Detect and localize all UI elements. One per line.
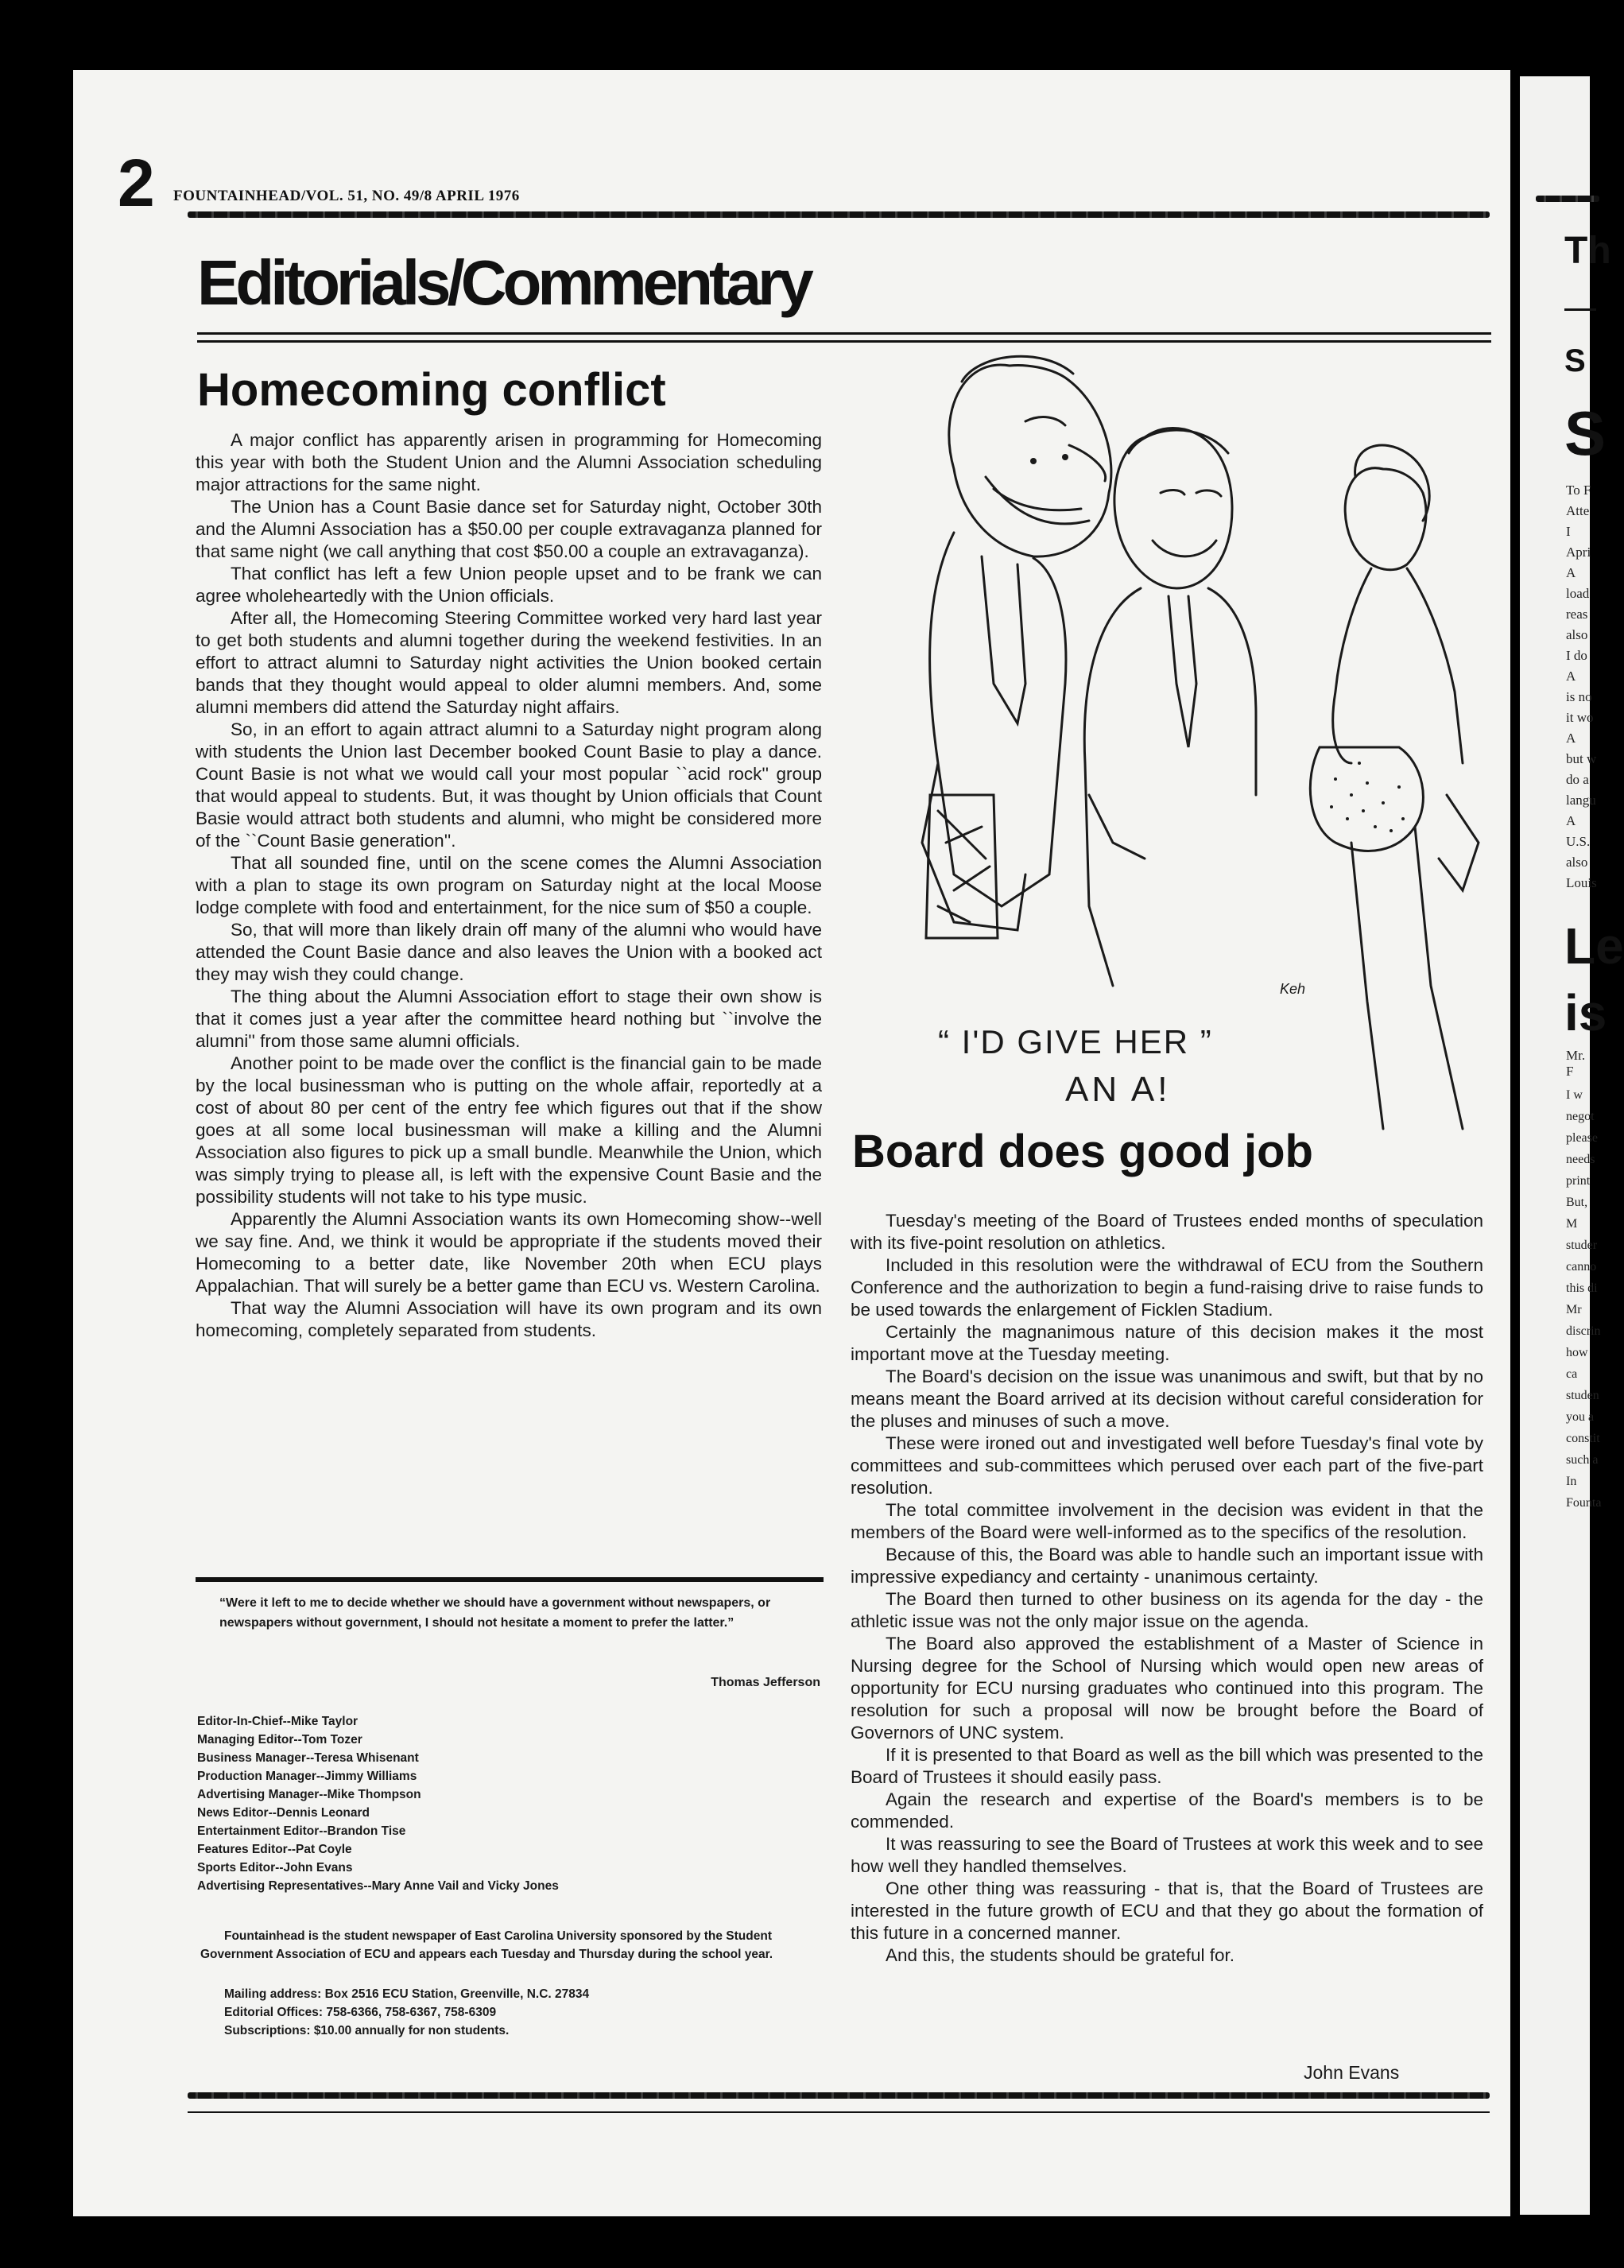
section-rule-bottom bbox=[197, 340, 1491, 343]
adjacent-heading-d: is bbox=[1564, 984, 1607, 1041]
adjacent-line: Mr bbox=[1566, 1303, 1582, 1316]
adjacent-line: I w bbox=[1566, 1088, 1583, 1102]
adjacent-line: A bbox=[1566, 669, 1576, 684]
folio-line: FOUNTAINHEAD/VOL. 51, NO. 49/8 APRIL 1976 bbox=[173, 188, 520, 204]
adjacent-line: studen bbox=[1566, 1389, 1599, 1402]
adjacent-line: please bbox=[1566, 1131, 1598, 1145]
cartoon-caption-line1: “ I'D GIVE HER ” bbox=[938, 1023, 1213, 1060]
paragraph: Included in this resolution were the withdrawal of ECU from the Southern Conference and the authorization to begin a fund-raising drive to raise funds to be used towards the enlargement of Ficklen Stadium. bbox=[851, 1255, 1483, 1320]
adjacent-line: I do bbox=[1566, 648, 1587, 663]
adjacent-line: you a bbox=[1566, 1410, 1595, 1424]
adjacent-line: how ca bbox=[1566, 1346, 1588, 1381]
staff-line: News Editor--Dennis Leonard bbox=[197, 1806, 370, 1820]
section-title: Editorials/Commentary bbox=[197, 247, 810, 318]
paragraph: It was reassuring to see the Board of Trustees at work this week and to see how well they handled themselves. bbox=[851, 1834, 1483, 1876]
adjacent-line: is no bbox=[1566, 689, 1592, 704]
adjacent-heading-b-large: S bbox=[1564, 398, 1607, 468]
adjacent-line: A bbox=[1566, 731, 1576, 746]
cartoon-caption-line2: AN A! bbox=[1065, 1070, 1171, 1109]
staff-line: Sports Editor--John Evans bbox=[197, 1861, 353, 1874]
header-rule bbox=[188, 211, 1490, 218]
adjacent-line: but w bbox=[1566, 751, 1597, 766]
paragraph: The Board also approved the establishment of a Master of Science in Nursing degree for the School of Nursing which would open new areas of opportunity for ECU nursing graduates who continued into this program. The resolution for such a proposal will now be brought before the Board of Governors of UNC system. bbox=[851, 1634, 1483, 1743]
adjacent-line: such a bbox=[1566, 1453, 1599, 1467]
paragraph: And this, the students should be grateful for. bbox=[886, 1945, 1235, 1965]
byline: John Evans bbox=[1304, 2062, 1400, 2083]
adjacent-line: constit bbox=[1566, 1432, 1600, 1445]
adjacent-line: In bbox=[1566, 1475, 1577, 1488]
adjacent-line: U.S. bbox=[1566, 834, 1591, 849]
adjacent-line: Atte bbox=[1566, 503, 1590, 518]
paragraph: Again the research and expertise of the Board's members is to be commended. bbox=[851, 1789, 1483, 1832]
paragraph: So, that will more than likely drain off many of the alumni who would have attended the Count Basie dance and also leaves the Union with a booked act they may wish they could change. bbox=[196, 920, 822, 984]
adjacent-heading-a: Th bbox=[1564, 230, 1611, 272]
adjacent-heading-c: Le bbox=[1564, 917, 1624, 975]
adjacent-line: But, M bbox=[1566, 1196, 1588, 1231]
adjacent-line: reas bbox=[1566, 607, 1588, 622]
paragraph: That conflict has left a few Union people upset and to be frank we can agree wholeheartedly with the Union officials. bbox=[196, 564, 822, 606]
masthead-mailing: Mailing address: Box 2516 ECU Station, Greenville, N.C. 27834 bbox=[224, 1987, 590, 2001]
adjacent-line: studer bbox=[1566, 1239, 1598, 1252]
adjacent-column-top bbox=[1566, 480, 1597, 894]
paragraph: That all sounded fine, until on the scene comes the Alumni Association with a plan to stage its own program on Saturday night at the local Moose lodge complete with food and entertainment, for the nice sum of $50 a couple. bbox=[196, 853, 822, 917]
paragraph: Another point to be made over the conflict is the financial gain to be made by the local businessman who is putting on the whole affair, reportedly at a cost of about 80 per cent of the entry fee which figures out that if the show goes at all some local businessman will make a killing and the Alumni Association also figures to pick up a small bundle. Meanwhile the Union, which was simply trying to please all, is left with the expensive Count Basie and the possibility students will not take to his type music. bbox=[196, 1053, 822, 1207]
adjacent-line: A bbox=[1566, 565, 1576, 580]
cartoonist-signature: Keh bbox=[1280, 981, 1306, 997]
adjacent-heading-b: S bbox=[1564, 343, 1586, 378]
staff-line: Advertising Manager--Mike Thompson bbox=[197, 1788, 421, 1801]
page-number: 2 bbox=[118, 145, 155, 220]
adjacent-line: negot bbox=[1566, 1110, 1595, 1123]
editorial-board-body bbox=[851, 1210, 1483, 1967]
paragraph: The Board's decision on the issue was unanimous and swift, but that by no means meant the Board arrived at its decision without careful consideration for the pluses and minuses of such a move. bbox=[851, 1367, 1483, 1431]
staff-line: Production Manager--Jimmy Williams bbox=[197, 1770, 417, 1783]
paragraph: So, in an effort to again attract alumni to a Saturday night program along with students the Union last December booked Count Basie to play a dance. Count Basie is not what we would call your most popular ``acid rock'' group that would appeal to students. But, it was thought by Union officials that Count Basie would attract both students and alumni, who might be considered more of the ``Count Basie generation''. bbox=[196, 719, 822, 851]
paragraph: A major conflict has apparently arisen in programming for Homecoming this year with both the Student Union and the Alumni Association scheduling major attractions for the same night. bbox=[196, 430, 822, 494]
staff-line: Business Manager--Teresa Whisenant bbox=[197, 1751, 419, 1765]
adjacent-subhead: Mr. F bbox=[1566, 1048, 1586, 1079]
paragraph: If it is presented to that Board as well as the bill which was presented to the Board of Trustees it should easily pass. bbox=[851, 1745, 1483, 1787]
adjacent-line: To F bbox=[1566, 483, 1591, 498]
staff-line: Managing Editor--Tom Tozer bbox=[197, 1733, 362, 1747]
adjacent-line: A bbox=[1566, 813, 1576, 828]
adjacent-header-rule bbox=[1536, 196, 1599, 202]
jefferson-quote: “Were it left to me to decide whether we should have a government without newspapers, or newspapers without government, I should not hesitate a moment to prefer the latter.” bbox=[219, 1596, 771, 1630]
editorial-cartoon bbox=[906, 350, 1502, 1137]
adjacent-page bbox=[1520, 76, 1624, 2215]
paragraph: After all, the Homecoming Steering Committee worked very hard last year to get both students and alumni together during the weekend festivities. In an effort to attract alumni to Saturday night activities the Union booked certain bands that they thought would appeal to older alumni members. And, some alumni members did attend the Saturday night affairs. bbox=[196, 608, 822, 717]
headline-board-does-good-job: Board does good job bbox=[852, 1126, 1313, 1177]
adjacent-line: I bbox=[1566, 524, 1571, 539]
masthead-subscriptions: Subscriptions: $10.00 annually for non students. bbox=[224, 2024, 510, 2037]
adjacent-rule bbox=[1564, 308, 1596, 311]
headline-homecoming-conflict: Homecoming conflict bbox=[197, 364, 666, 416]
staff-line: Editor-In-Chief--Mike Taylor bbox=[197, 1715, 359, 1728]
paragraph: The Board then turned to other business on its agenda for the day - the athletic issue was not the only major issue on the agenda. bbox=[851, 1589, 1483, 1631]
adjacent-line: discrin bbox=[1566, 1324, 1601, 1338]
paragraph: Tuesday's meeting of the Board of Trustees ended months of speculation with its five-point resolution on athletics. bbox=[851, 1211, 1483, 1253]
adjacent-line: Apri bbox=[1566, 545, 1591, 560]
paragraph: Because of this, the Board was able to handle such an important issue with impressive expediancy and certainty - unanimous certainty. bbox=[851, 1545, 1483, 1587]
paragraph: Apparently the Alumni Association wants its own Homecoming show--well we say fine. And, we think it would be appropriate if the students moved their Homecoming to a better date, like November 20th when ECU plays Appalachian. That will surely be a better game than ECU vs. Western Carolina. bbox=[196, 1209, 822, 1296]
adjacent-line: canno bbox=[1566, 1260, 1597, 1274]
adjacent-line: langu bbox=[1566, 793, 1596, 808]
adjacent-line: print bbox=[1566, 1174, 1591, 1188]
paragraph: The Union has a Count Basie dance set for Saturday night, October 30th and the Alumni Association has a $50.00 per couple extravaganza planned for that same night (we call anything that cost $50.00 a couple an extravaganza). bbox=[196, 497, 822, 561]
footer-thin-rule bbox=[188, 2111, 1490, 2113]
footer-rule bbox=[188, 2092, 1490, 2099]
adjacent-line: this di bbox=[1566, 1281, 1598, 1295]
staff-list bbox=[197, 1712, 817, 1895]
adjacent-column-bottom bbox=[1566, 1084, 1601, 1514]
masthead-offices: Editorial Offices: 758-6366, 758-6367, 758-6309 bbox=[224, 2006, 497, 2019]
adjacent-line: Louis bbox=[1566, 875, 1597, 890]
adjacent-line: needs bbox=[1566, 1153, 1595, 1166]
adjacent-line: also bbox=[1566, 855, 1588, 870]
staff-line: Features Editor--Pat Coyle bbox=[197, 1843, 352, 1856]
adjacent-line: load bbox=[1566, 586, 1590, 601]
section-rule-top bbox=[197, 332, 1491, 335]
editorial-homecoming-body bbox=[196, 429, 822, 1342]
paragraph: That way the Alumni Association will have its own program and its own homecoming, completely separated from students. bbox=[196, 1298, 822, 1340]
quote-attribution: Thomas Jefferson bbox=[711, 1676, 820, 1689]
paragraph: The thing about the Alumni Association effort to stage their own show is that it comes just a year after the committee heard nothing but ``involve the alumni'' from those same alumni officials. bbox=[196, 987, 822, 1051]
paragraph: Certainly the magnanimous nature of this decision makes it the most important move at the Tuesday meeting. bbox=[851, 1322, 1483, 1364]
staff-line: Entertainment Editor--Brandon Tise bbox=[197, 1824, 406, 1838]
paragraph: The total committee involvement in the decision was evident in that the members of the Board were well-informed as to the specifics of the resolution. bbox=[851, 1500, 1483, 1542]
adjacent-line: also bbox=[1566, 627, 1588, 642]
quote-rule bbox=[196, 1577, 824, 1582]
paragraph: These were ironed out and investigated well before Tuesday's final vote by committees and sub-committees which perused over each part of the five-part resolution. bbox=[851, 1433, 1483, 1498]
staff-line: Advertising Representatives--Mary Anne Vail and Vicky Jones bbox=[197, 1879, 559, 1893]
adjacent-line: Founta bbox=[1566, 1496, 1602, 1510]
paragraph: One other thing was reassuring - that is, that the Board of Trustees are interested in the future growth of ECU and that they go about the formation of this future in a concerned manner. bbox=[851, 1878, 1483, 1943]
masthead-description: Fountainhead is the student newspaper of East Carolina University sponsored by the Student Government Association of ECU and appears each Tuesday and Thursday during the school year. bbox=[200, 1929, 773, 1961]
adjacent-line: it wo bbox=[1566, 710, 1594, 725]
adjacent-line: do a bbox=[1566, 772, 1589, 787]
